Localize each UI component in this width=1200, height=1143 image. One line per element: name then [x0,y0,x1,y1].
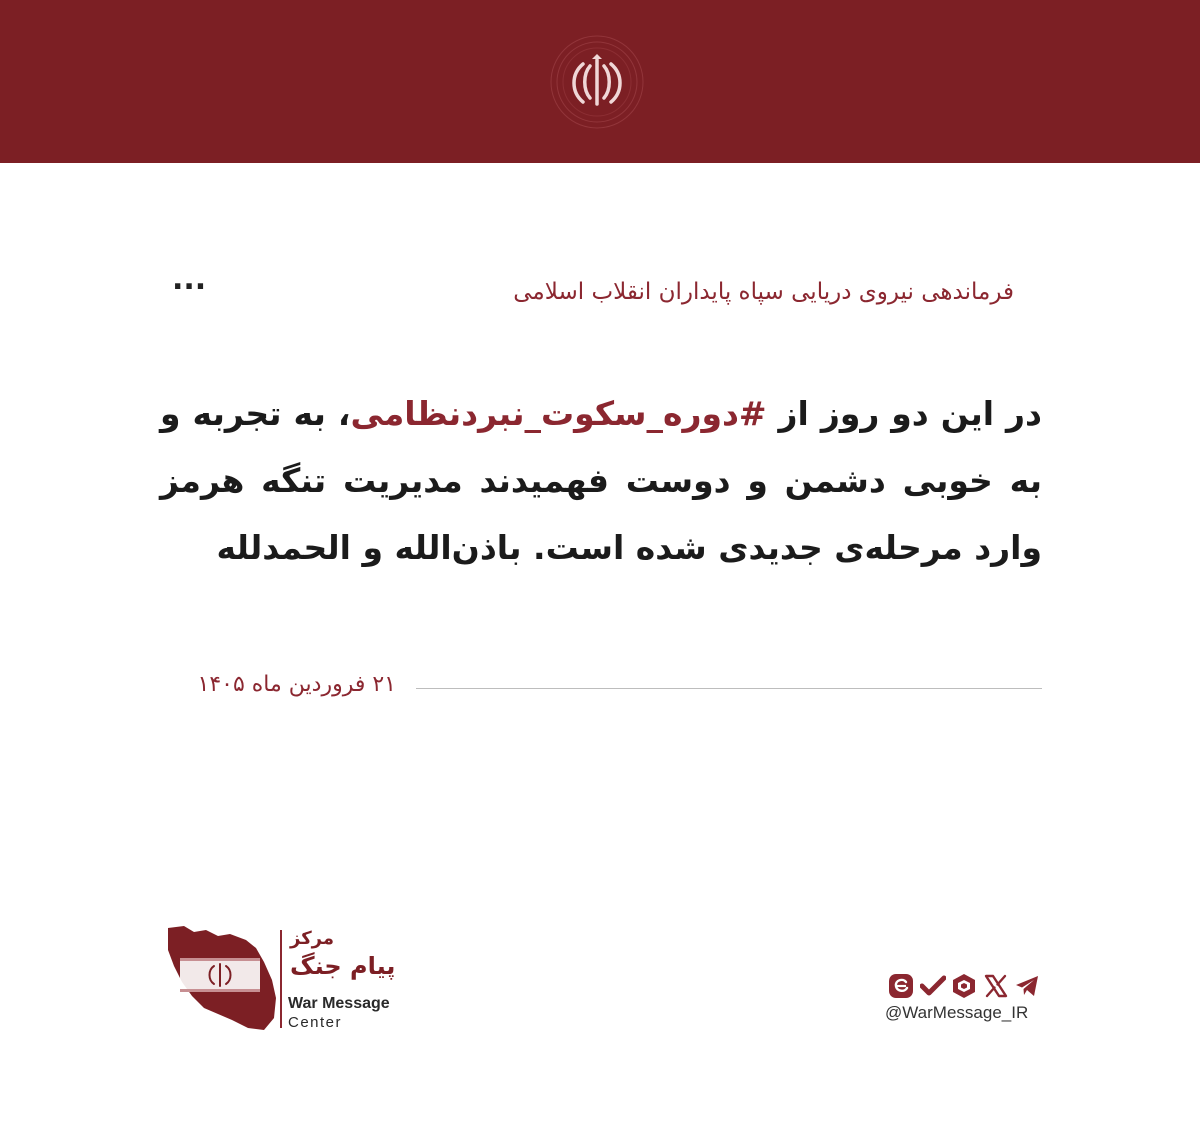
source-line: فرماندهی نیروی دریایی سپاه پایداران انقلاب اسلامی [513,279,1014,305]
date-divider [416,688,1042,689]
brand-fa-top: مرکز [290,928,335,949]
brand-en-subtitle: Center [288,1014,343,1031]
brand-en-title: War Message [288,995,390,1012]
post-date: ۲۱ فروردین ماه ۱۴۰۵ [197,672,396,697]
hashtag-link[interactable]: #دوره_سکوت_نبردنظامی [350,394,767,433]
iran-emblem-icon [547,32,647,132]
quote-text-end: ، به تجربه و به خوبی دشمن و دوست فهمیدند مدیریت تنگه هرمز وارد مرحله‌ی جدیدی شده است. باذن‌الله و الحمدلله [160,394,1042,567]
social-links [888,973,1040,999]
header-band [0,0,1200,163]
quote-text-start: در این دو روز از [766,394,1042,433]
brand-fa-main: پیام جنگ [290,952,396,980]
logo-divider [280,930,282,1028]
ellipsis: ... [172,262,207,297]
check-icon[interactable] [920,973,946,999]
iran-map-logo-icon [160,922,278,1034]
rubika-icon[interactable] [951,973,977,999]
x-icon[interactable] [983,973,1009,999]
social-handle[interactable]: @WarMessage_IR [885,1003,1029,1022]
main-quote [160,380,1042,581]
telegram-icon[interactable] [1014,973,1040,999]
eitaa-icon[interactable] [888,973,914,999]
